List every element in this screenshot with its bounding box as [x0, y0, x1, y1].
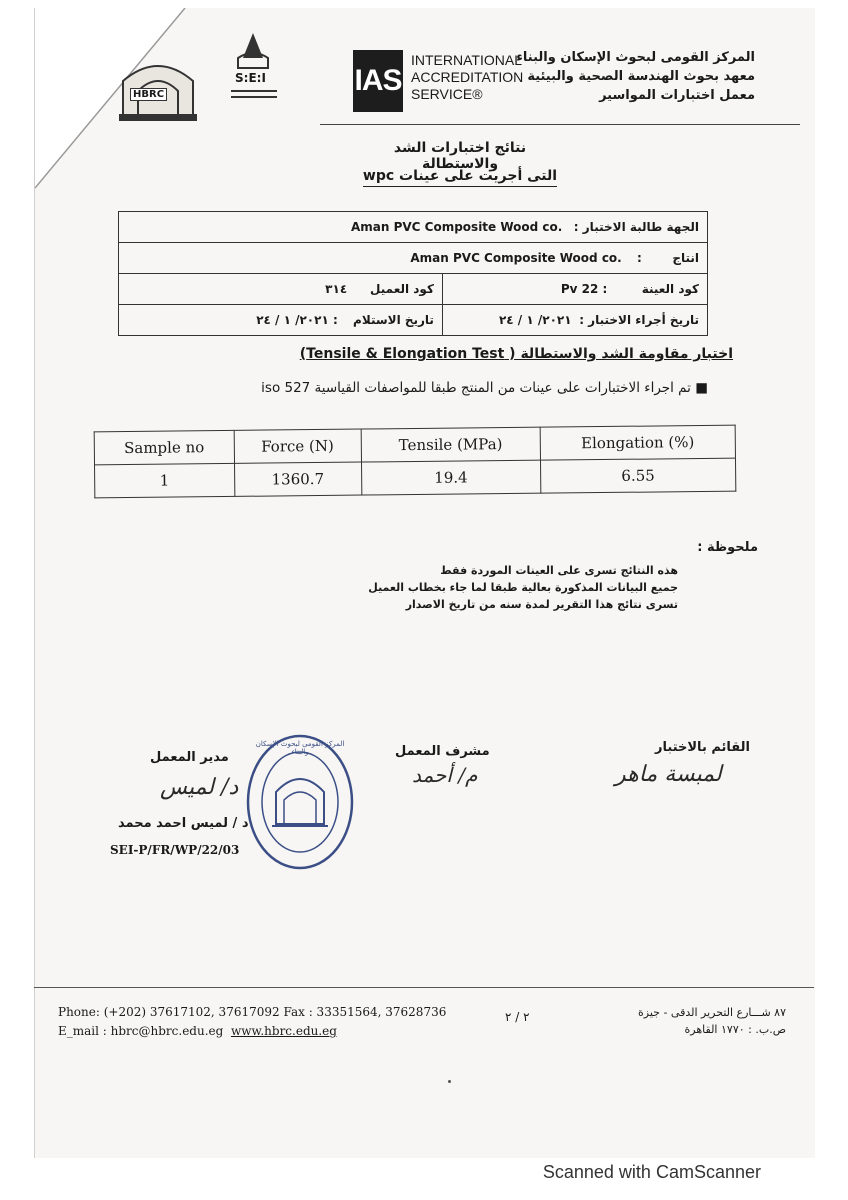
supervisor-label: مشرف المعمل	[395, 744, 490, 759]
note-line-1: هذه النتائج تسرى على العينات الموردة فقط	[440, 564, 678, 577]
tester-label: القائم بالاختبار	[655, 740, 750, 755]
sei-logo-text: S:E:I	[235, 71, 266, 85]
client-code-value: ٣١٤	[325, 282, 348, 296]
results-table	[94, 425, 737, 499]
scan-speck	[448, 1080, 451, 1083]
cell-elongation: 6.55	[540, 458, 735, 493]
results-row	[95, 458, 736, 498]
received-date-cell	[119, 305, 443, 336]
product-value: Aman PVC Composite Wood co.	[410, 251, 622, 265]
notes-list	[368, 562, 678, 613]
manager-signature: د/ لميس	[160, 775, 239, 800]
report-subtitle-text: التى أجريت على عينات wpc	[363, 168, 557, 187]
bullet-icon: ■	[695, 380, 708, 396]
sei-logo	[223, 28, 283, 112]
method-bullet	[261, 380, 708, 396]
request-info-table	[118, 211, 708, 336]
sample-code-cell	[442, 274, 707, 305]
test-date-cell	[442, 305, 707, 336]
ias-line-2: ACCREDITATION	[411, 69, 524, 85]
footer-contact	[58, 1003, 446, 1041]
document-code: SEI-P/FR/WP/22/03	[110, 843, 240, 857]
org-line-2: معهد بحوث الهندسة الصحية والبيئية	[527, 69, 755, 84]
hbrc-logo-text: HBRC	[130, 88, 167, 101]
cell-tensile: 19.4	[361, 460, 541, 495]
sample-code-value: Pv 22 :	[560, 282, 608, 296]
org-header	[516, 48, 755, 105]
cell-sample-no: 1	[95, 463, 235, 497]
header-force: Force (N)	[234, 429, 361, 463]
header-sample-no: Sample no	[94, 430, 234, 464]
method-text: تم اجراء الاختبارات على عينات من المنتج طبقا للمواصفات القياسية iso 527	[261, 380, 691, 396]
org-line-1: المركز القومى لبحوث الإسكان والبناء	[516, 50, 755, 65]
note-line-3: تسرى نتائج هذا التقرير لمدة سنه من تاريخ الاصدار	[405, 598, 678, 611]
footer-email-line	[58, 1022, 446, 1041]
client-row	[119, 212, 708, 243]
footer-address-1: ٨٧ شـــارع التحرير الدقى - جيزة	[638, 1006, 786, 1019]
manager-label: مدير المعمل	[150, 750, 229, 765]
product-row	[119, 243, 708, 274]
header-rule	[320, 124, 800, 125]
ias-logo: IAS	[353, 50, 403, 112]
cell-force: 1360.7	[234, 462, 361, 496]
stamp-text: المركز القومى لبحوث الإسكان والبناء	[255, 740, 345, 756]
test-date-label: تاريخ أجراء الاختبار :	[579, 313, 699, 327]
product-label: انتاج	[672, 251, 699, 265]
page-number: ٢ / ٢	[505, 1010, 530, 1024]
tester-signature: لمبسة ماهر	[615, 762, 722, 787]
client-value: Aman PVC Composite Wood co.	[350, 220, 563, 234]
supervisor-signature: م/ أحمد	[412, 763, 478, 787]
notes-heading: ملحوظة :	[697, 540, 758, 555]
product-separator: :	[637, 251, 642, 265]
footer-address-2: ص.ب. : ١٧٧٠ القاهرة	[684, 1023, 786, 1036]
client-code-cell	[119, 274, 443, 305]
ias-line-1: INTERNATIONAL	[411, 52, 522, 68]
footer-email: E_mail : hbrc@hbrc.edu.eg	[58, 1024, 224, 1038]
client-label: الجهة طالبة الاختبار :	[573, 220, 699, 234]
ias-name	[411, 52, 523, 103]
footer-rule	[34, 987, 814, 988]
note-line-2: جميع البيانات المذكورة بعالية طبقا لما جاء بخطاب العميل	[368, 581, 678, 594]
footer-address	[638, 1004, 786, 1038]
manager-name: د / لميس احمد محمد	[118, 816, 249, 831]
header-elongation: Elongation (%)	[540, 425, 735, 460]
org-line-3: معمل اختبارات المواسير	[599, 88, 755, 103]
footer-website-link[interactable]: www.hbrc.edu.eg	[230, 1024, 337, 1038]
header-tensile: Tensile (MPa)	[361, 427, 541, 462]
scanner-watermark: Scanned with CamScanner	[542, 1162, 761, 1182]
footer-phone: Phone: (+202) 37617102, 37617092 Fax : 33351564, 37628736	[58, 1005, 447, 1019]
ias-line-3: SERVICE®	[411, 86, 483, 102]
received-date-label: تاريخ الاستلام	[353, 313, 434, 327]
received-date-value: : ٢٠٢١/ ١ / ٢٤	[256, 313, 338, 327]
section-title: اختبار مقاومة الشد والاستطالة ( Tensile & Elongation Test)	[299, 346, 733, 362]
test-date-value: ٢٠٢١/ ١ / ٢٤	[498, 313, 572, 327]
hbrc-logo	[113, 46, 203, 130]
client-code-label: كود العميل	[370, 282, 434, 296]
sample-code-label: كود العينة	[641, 282, 699, 296]
report-title: نتائج اختبارات الشد والاستطالة	[393, 140, 527, 172]
official-stamp	[244, 732, 356, 876]
report-subtitle	[355, 168, 565, 184]
